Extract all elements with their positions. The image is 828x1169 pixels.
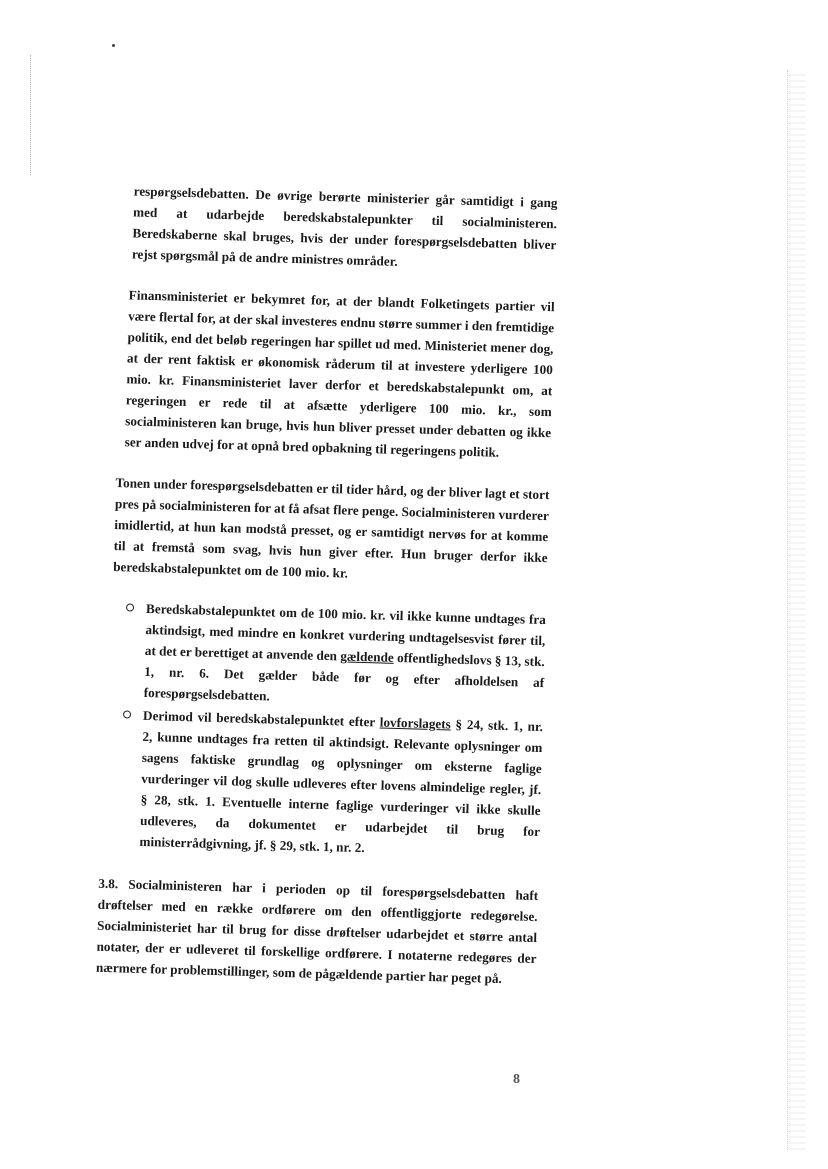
scan-speck [112,44,115,47]
bullet-circle-icon [123,710,131,718]
bullet-text-start: Derimod vil beredskabstalepunktet efter [142,707,380,730]
bullet-text-end: § 24, stk. 1, nr. 2, kunne undtages fra retten til aktindsigt. Relevante oplysninger om sagens faktiske grundlag og oplysninger om eksterne faglige vurderinger vil dog skulle udleveres efter lovens almindelige regler, jf. § 28, stk. 1. Eventuelle interne faglige vurderinger vil ikke skulle udleveres, da dokumentet er udarbejdet til brug for ministerrådgivning, jf. § 29, stk. 1, nr. 2. [139,716,544,856]
paragraph-finance-ministry: Finansministeriet er bekymret for, at der blandt Folketingets partier vil være flertal for, at der skal investeres endnu større summer i den fremtidige politik, end det beløb regeringen har spillet ud med. Ministeriet mener dog, at der rent faktisk er økonomisk råderum til at investere yderligere 100 mio. kr. Finansministeriet laver derfor et beredskabstalepunkt om, at regeringen er rede til at afsætte yderligere 100 mio. kr., som socialministeren kan bruge, hvis hun bliver presset under debatten og ikke ser anden udvej for at opnå bred opbakning til regeringens politik. [124,287,555,460]
section-number: 3.8. [98,875,119,892]
underlined-term: gældende [340,648,395,665]
bullet-item [123,597,546,714]
bullet-text-start: Beredskabstalepunktet om de 100 mio. kr. vil ikke kunne undtages fra aktindsigt, med mindre en konkret vurdering undtagelsesvist fører til, at det er berettiget at anvende den [144,600,547,664]
section-text: Socialministeren har i perioden op til forespørgselsdebatten haft drøftelser med en række ordførere om den offentliggjorte redegørelse. Socialministeriet har til brug for disse drøftelser udarbejdet et større antal notater, der er udleveret til forskellige ordførere. I notaterne redegøres der nærmere for problemstillinger, som de pågældende partier har peget på. [95,876,539,987]
page-number: 8 [513,1072,520,1087]
bullet-list [119,597,546,863]
scan-edge-left [30,55,32,175]
paragraph-debate-tone: Tonen under forespørgselsdebatten er til tider hård, og der bliver lagt et stort pres på socialministeren for at få afsat flere penge. Socialministeren vurderer imidlertid, at hun kan modstå presset, og er samtidigt nervøs for at komme til at fremstå som svag, hvis hun giver efter. Hun bruger derfor ikke beredskabstalepunktet om de 100 mio. kr. [112,475,550,581]
underlined-term: lovforslagets [379,714,452,732]
bullet-item [119,704,543,863]
bullet-circle-icon [126,603,134,611]
paragraph-continuation: respørgselsdebatten. De øvrige berørte ministerier går samtidigt i gang med at udarbejde beredskabstalepunkter til socialministeren. Beredskaberne skal bruges, hvis der under forespørgselsdebatten bliver rejst spørgsmål på de andre ministres områder. [131,183,558,269]
document-body [95,180,558,1010]
bullet-text-end: offentlighedslovs § 13, stk. 1, nr. 6. Det gælder både før og efter afholdelsen af forespørgselsdebatten. [143,649,545,704]
scan-edge-right [787,70,806,1150]
section-3-8 [96,873,539,990]
